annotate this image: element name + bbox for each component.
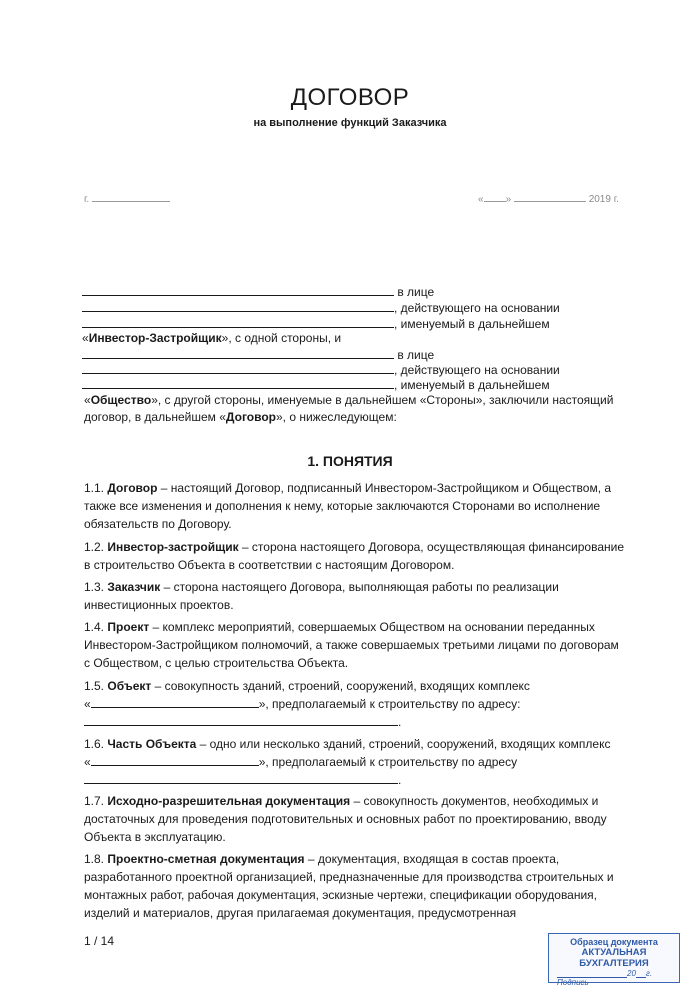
clause-1-6 xyxy=(84,735,624,789)
month-blank xyxy=(514,190,586,202)
stamp-line-2: АКТУАЛЬНАЯ БУХГАЛТЕРИЯ xyxy=(579,947,649,969)
clause-number: 1.7. xyxy=(84,794,105,808)
stamp-date-blank xyxy=(557,969,627,978)
contract-lead: договор, в дальнейшем « xyxy=(84,410,226,424)
clause-number: 1.4. xyxy=(84,620,105,634)
address-blank xyxy=(84,714,398,726)
city-prefix: г. xyxy=(84,194,90,205)
stamp-signature: Подпись xyxy=(557,978,589,987)
clause-text: – настоящий Договор, подписанный Инвестором-Застройщиком и Обществом, а также все изменения и дополнения к нему, которые заключаются Сторонами во исполнение обязательств по Договору. xyxy=(84,481,612,531)
clause-text: – одно или несколько зданий, строений, сооружений, входящих комплекс xyxy=(196,737,611,751)
sample-stamp xyxy=(548,933,680,987)
stamp-line-1: Образец документа xyxy=(570,937,658,947)
date-close-quote: » xyxy=(505,194,512,205)
city-field xyxy=(84,190,170,205)
clause-term: Проектно-сметная документация xyxy=(107,852,305,866)
party-blank xyxy=(82,316,394,328)
party-line-1 xyxy=(82,284,434,299)
party-line-3-suffix: , именуемый в дальнейшем xyxy=(394,317,550,331)
party-blank xyxy=(82,377,394,389)
quote: « xyxy=(84,393,91,407)
stamp-year-blank xyxy=(636,969,646,978)
party-line-4-suffix: в лице xyxy=(397,348,435,362)
clause-text: – сторона настоящего Договора, выполняющая работы по реализации инвестиционных проектов. xyxy=(84,580,559,612)
clause-1-5 xyxy=(84,677,624,731)
party-line-2 xyxy=(82,300,560,315)
clause-term: Исходно-разрешительная документация xyxy=(107,794,351,808)
quote: « xyxy=(84,697,91,711)
clause-term: Договор xyxy=(107,481,158,495)
clause-1-1 xyxy=(84,479,624,533)
stamp-year: 20 xyxy=(627,969,636,978)
party-line-5 xyxy=(82,362,560,377)
society-tail: », с другой стороны, именуемые в дальнейшем «Стороны», заключили настоящий xyxy=(151,393,614,407)
society-line xyxy=(84,393,613,407)
clause-text: – сторона настоящего Договора, осуществляющая финансирование в строительство Объекта в соответствии с настоящим Договором. xyxy=(84,540,625,572)
clause-text-l2: », предполагаемый к строительству по адресу xyxy=(258,755,518,769)
clause-number: 1.5. xyxy=(84,679,105,693)
clause-text: – совокупность документов, необходимых и достаточных для проведения подготовительных и основных работ по проектированию, вводу Объекта в эксплуатацию. xyxy=(84,794,607,844)
contract-name: Договор xyxy=(225,410,276,424)
clause-number: 1.6. xyxy=(84,737,105,751)
complex-name-blank xyxy=(91,696,259,708)
clause-number: 1.8. xyxy=(84,852,105,866)
clause-number: 1.1. xyxy=(84,481,105,495)
quote: « xyxy=(84,755,91,769)
quote: « xyxy=(82,331,89,345)
clause-text: – документация, входящая в состав проекта, разработанного проектной организацией, предназначенные для производства строительных и монтажных работ, рабочая документация, эскизные чертежи, спецификации оборудования, изделий и материалов, другая прилагаемая документация, предусмотренная xyxy=(84,852,614,920)
party-blank xyxy=(82,362,394,374)
document-subtitle: на выполнение функций Заказчика xyxy=(253,117,447,129)
investor-line xyxy=(82,331,341,345)
party-line-4 xyxy=(82,347,434,362)
stamp-year-suffix: г. xyxy=(645,969,653,978)
party-line-5-suffix: , действующего на основании xyxy=(394,363,560,377)
clause-term: Проект xyxy=(107,620,150,634)
clause-text-l2: », предполагаемый к строительству по адресу: xyxy=(258,697,521,711)
clause-1-2 xyxy=(84,538,624,574)
party-line-6-suffix: , именуемый в дальнейшем xyxy=(394,378,550,392)
investor-tail: », с одной стороны, и xyxy=(221,331,342,345)
date-open-quote: « xyxy=(478,194,484,205)
party-line-3 xyxy=(82,316,550,331)
investor-name: Инвестор-Застройщик xyxy=(88,331,222,345)
clause-term: Инвестор-застройщик xyxy=(107,540,239,554)
party-line-6 xyxy=(82,377,550,392)
city-blank xyxy=(92,190,170,202)
document-title: ДОГОВОР xyxy=(290,84,410,111)
society-name: Общество xyxy=(90,393,152,407)
clause-number: 1.2. xyxy=(84,540,105,554)
complex-name-blank xyxy=(91,754,259,766)
period: . xyxy=(398,715,402,729)
clause-term: Объект xyxy=(107,679,152,693)
date-year: 2019 г. xyxy=(588,194,619,205)
clause-1-4 xyxy=(84,618,624,672)
address-blank xyxy=(84,772,398,784)
clause-1-7 xyxy=(84,792,624,846)
clause-number: 1.3. xyxy=(84,580,105,594)
contract-tail: », о нижеследующем: xyxy=(276,410,397,424)
clause-text: – комплекс мероприятий, совершаемых Обществом на основании переданных Инвестором-Застройщиком полномочий, а также совершаемых третьими лицами по договорам с Обществом, с целью строительства Объекта. xyxy=(84,620,619,670)
party-blank xyxy=(82,347,394,359)
clause-1-8 xyxy=(84,850,624,922)
clause-term: Заказчик xyxy=(107,580,161,594)
clause-1-3 xyxy=(84,578,624,614)
clause-text: – совокупность зданий, строений, сооружений, входящих комплекс xyxy=(151,679,530,693)
party-line-1-suffix: в лице xyxy=(397,285,435,299)
party-line-2-suffix: , действующего на основании xyxy=(394,301,560,315)
date-field xyxy=(478,190,619,205)
section-title: 1. ПОНЯТИЯ xyxy=(307,453,393,469)
period: . xyxy=(398,773,402,787)
contract-line xyxy=(84,410,397,424)
party-blank xyxy=(82,284,394,296)
day-blank xyxy=(484,190,506,202)
stamp-date-row xyxy=(549,969,679,978)
page-number: 1 / 14 xyxy=(84,934,115,948)
clause-term: Часть Объекта xyxy=(107,737,197,751)
party-blank xyxy=(82,300,394,312)
